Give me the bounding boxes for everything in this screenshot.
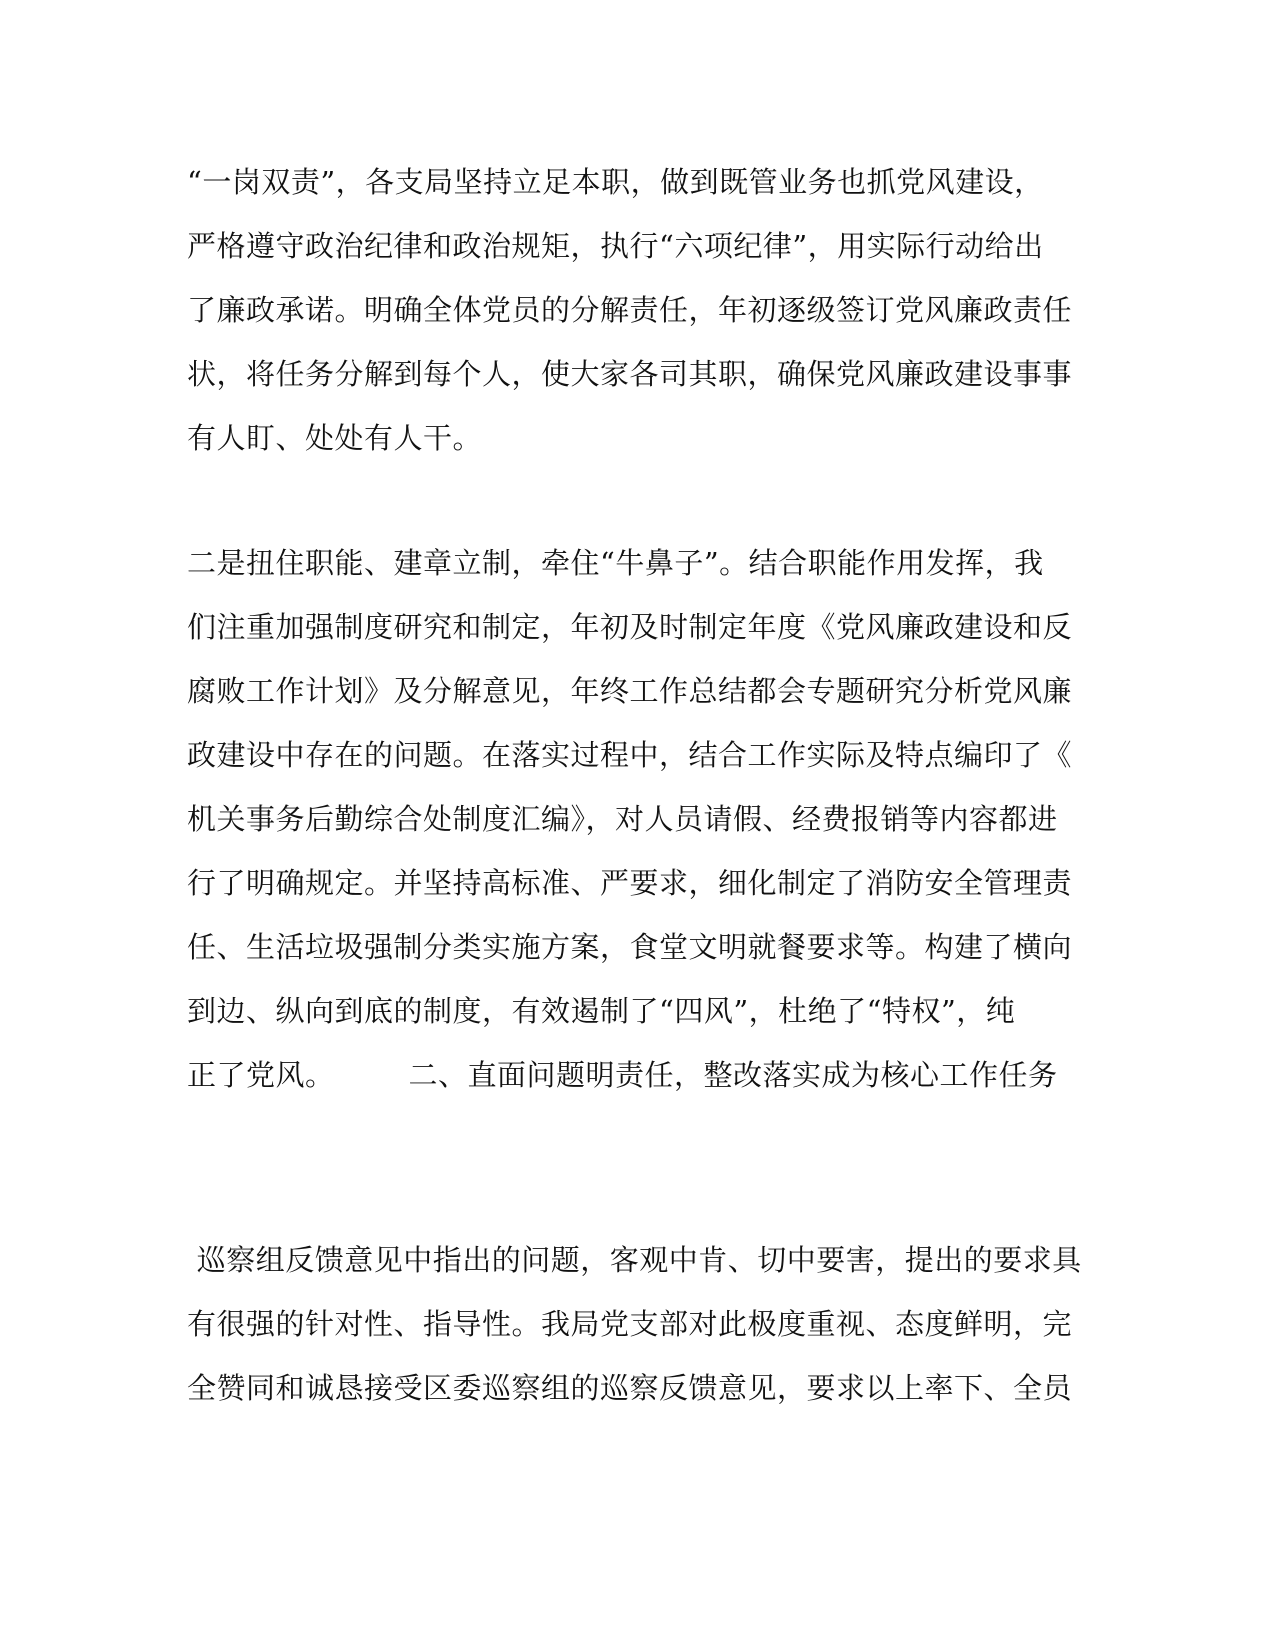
text-line: 腐败工作计划》及分解意见，年终工作总结都会专题研究分析党风廉: [187, 674, 1073, 708]
text-line: 全赞同和诚恳接受区委巡察组的巡察反馈意见，要求以上率下、全员: [187, 1371, 1073, 1405]
text-line: 严格遵守政治纪律和政治规矩，执行“六项纪律”，用实际行动给出: [187, 229, 1044, 263]
text-line: 政建设中存在的问题。在落实过程中，结合工作实际及特点编印了《: [187, 738, 1073, 772]
text-line: 二是扭住职能、建章立制，牵住“牛鼻子”。结合职能作用发挥，我: [187, 546, 1044, 580]
text-line: 机关事务后勤综合处制度汇编》，对人员请假、经费报销等内容都进: [187, 802, 1058, 836]
text-line: 了廉政承诺。明确全体党员的分解责任，年初逐级签订党风廉政责任: [187, 293, 1073, 327]
text-line: 行了明确规定。并坚持高标准、严要求，细化制定了消防安全管理责: [187, 866, 1073, 900]
text-line: “一岗双责”，各支局坚持立足本职，做到既管业务也抓党风建设，: [187, 165, 1044, 199]
text-line: 任、生活垃圾强制分类实施方案，食堂文明就餐要求等。构建了横向: [187, 930, 1073, 964]
text-line: 正了党风。 二、直面问题明责任，整改落实成为核心工作任务: [187, 1058, 1058, 1092]
text-line: 们注重加强制度研究和制定，年初及时制定年度《党风廉政建设和反: [187, 610, 1073, 644]
text-line: 到边、纵向到底的制度，有效遏制了“四风”，杜绝了“特权”，纯: [187, 994, 1016, 1028]
text-line: 巡察组反馈意见中指出的问题，客观中肯、切中要害，提出的要求具: [187, 1243, 1082, 1277]
text-line: 有人盯、处处有人干。: [187, 421, 483, 455]
text-line: 有很强的针对性、指导性。我局党支部对此极度重视、态度鲜明，完: [187, 1307, 1073, 1341]
text-line: 状，将任务分解到每个人，使大家各司其职，确保党风廉政建设事事: [187, 357, 1073, 391]
